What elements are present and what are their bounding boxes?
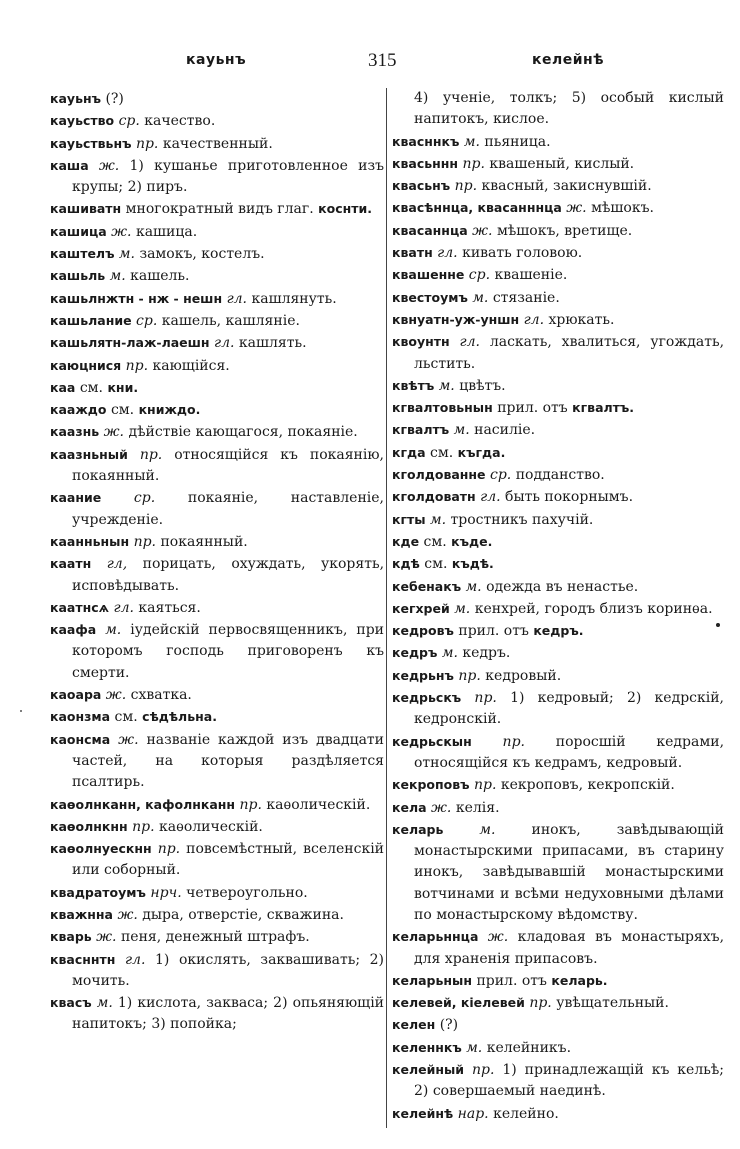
entry-headword: кде (392, 533, 420, 549)
entry-definition: качество. (144, 113, 216, 130)
entry-cross-reference: къде. (451, 533, 493, 549)
entry-definition: кашлянуть. (251, 290, 337, 307)
entry-grammar-label: пр. (473, 777, 497, 794)
entry-grammar-label: ж. (111, 223, 132, 240)
entry-definition: замокъ, костелъ. (139, 246, 265, 263)
entry-definition: повсемѣстный, вселенскій или соборный. (72, 841, 384, 879)
entry-cross-reference: къдѣ. (451, 556, 494, 572)
dictionary-entry (392, 419, 724, 441)
entry-definition: квашеніе. (494, 267, 568, 284)
entry-headword: каѳолнканн, кафолнканн (50, 796, 236, 812)
entry-cross-reference: кедръ. (533, 623, 584, 639)
entry-headword: каа (50, 379, 76, 395)
entry-definition: кедръ. (462, 645, 511, 662)
entry-grammar-label: ж. (487, 929, 509, 946)
entry-definition: кладовая въ монастыряхъ, для храненія припасовъ. (414, 929, 724, 967)
entry-grammar-label: м. (465, 578, 482, 595)
dictionary-entry (50, 531, 384, 553)
entry-definition: пьяница. (484, 133, 551, 150)
entry-grammar-label: м. (441, 645, 458, 662)
entry-headword: каѳолнуескнн (50, 841, 152, 857)
entry-definition: прил. отъ (458, 623, 529, 640)
dictionary-entry (50, 949, 384, 993)
entry-grammar-label: ср. (468, 267, 491, 284)
entry-headword: каание (50, 490, 102, 506)
entry-headword: кважнна (50, 906, 113, 922)
entry-definition: 1) кушанье приготовленное изъ крупы; 2) пиръ. (72, 157, 384, 196)
dictionary-entry (392, 576, 724, 598)
dictionary-entry (392, 819, 724, 926)
entry-definition: относящійся къ покаянію, покаянный. (72, 446, 384, 485)
dictionary-entry (392, 687, 724, 731)
entry-grammar-label: м. (466, 1039, 483, 1056)
dictionary-entry (392, 220, 724, 242)
entry-headword: каафа (50, 622, 97, 638)
entry-headword: кекроповъ (392, 777, 470, 793)
entry-definition: увѣщательный. (556, 995, 669, 1012)
dictionary-entry (392, 375, 724, 397)
entry-grammar-label: пр. (471, 1062, 495, 1079)
entry-definition: кашель. (130, 268, 190, 285)
entry-definition: 1) окислять, заквашивать; 2) мочить. (72, 951, 384, 989)
entry-definition: кашлять. (238, 335, 307, 352)
entry-definition: іудейскій первосвященникъ, при которомъ господь приговоренъ къ смерти. (72, 622, 384, 681)
entry-grammar-label: гл. (523, 311, 545, 328)
dictionary-entry (50, 597, 384, 619)
dictionary-entry (392, 1059, 724, 1103)
entry-headword: кела (392, 799, 427, 815)
entry-headword: квасннкъ (392, 133, 460, 149)
dictionary-entry (50, 838, 384, 882)
entry-definition: пеня, денежный штрафъ. (120, 929, 310, 946)
entry-grammar-label: гл. (437, 245, 458, 262)
dictionary-entry (50, 729, 384, 794)
entry-grammar-label: пр. (157, 841, 181, 858)
entry-headword: кашьль (50, 268, 106, 284)
dictionary-entry (50, 816, 384, 838)
entry-headword: кдѣ (392, 556, 420, 572)
entry-cross-reference: кгвалтъ. (572, 400, 635, 416)
entry-definition: квашеный, кислый. (489, 155, 635, 172)
entry-headword: кебенакъ (392, 578, 462, 594)
entry-headword: келевей, кіелевей (392, 995, 525, 1011)
dictionary-entry (50, 684, 384, 706)
entry-headword: квасьннн (392, 155, 459, 171)
entry-headword: каазнь (50, 424, 100, 440)
dictionary-entry (392, 175, 724, 197)
entry-headword: кашиватн (50, 201, 122, 217)
entry-definition: быть покорнымъ. (505, 489, 634, 506)
dictionary-entry (392, 926, 724, 970)
dictionary-entry (50, 926, 384, 948)
dictionary-entry (392, 531, 724, 553)
entry-grammar-label: пр. (133, 533, 156, 550)
entry-grammar-label: гл. (459, 334, 480, 351)
entry-definition: см. (424, 556, 448, 573)
entry-grammar-label: ж. (98, 157, 120, 174)
dictionary-entry (50, 198, 384, 220)
entry-headword: квасъ (50, 995, 92, 1011)
entry-grammar-label: ж. (96, 929, 117, 946)
dictionary-entry (392, 731, 724, 775)
dictionary-entry (392, 1014, 724, 1036)
entry-headword: кашьлятн-лаж-лаешн (50, 335, 210, 351)
entry-headword: квестоумъ (392, 289, 468, 305)
dictionary-entry (392, 598, 724, 620)
entry-definition: кивать головою. (462, 245, 583, 262)
dictionary-entry (392, 1037, 724, 1059)
entry-grammar-label: ж. (566, 200, 587, 217)
entry-headword: келейнѣ (392, 1105, 454, 1121)
entry-grammar-label: нрч. (150, 884, 182, 901)
entry-definition: хрюкать. (548, 311, 615, 328)
entry-headword: квасннтн (50, 951, 116, 967)
entry-headword: кватн (392, 245, 433, 261)
dictionary-entry (50, 332, 384, 354)
entry-definition: 1) кислота, закваса; 2) опьяняющій напитокъ; 3) попойка; (72, 995, 384, 1033)
entry-definition: кающійся. (152, 357, 230, 374)
entry-cross-reference: кни. (107, 379, 139, 395)
entry-grammar-label: м. (479, 821, 496, 838)
entry-definition: кенхрей, городъ близъ коринѳа. (474, 600, 713, 617)
entry-headword: каоара (50, 687, 102, 703)
dictionary-entry (392, 242, 724, 264)
entry-definition: дѣйствіе кающагося, покаяніе. (128, 424, 358, 441)
dictionary-entry (392, 287, 724, 309)
entry-headword: келарьнын (392, 972, 472, 988)
entry-headword: каша (50, 157, 89, 173)
dictionary-entry (392, 553, 724, 575)
entry-grammar-label: гл, (106, 556, 128, 573)
print-speck (716, 623, 720, 627)
entry-cross-reference: келарь. (551, 972, 608, 988)
entry-headword: келеннкъ (392, 1039, 462, 1055)
entry-definition: инокъ, завѣдывающій монастырскими припасами, въ старину инокъ, завѣдывавшій монастырскими вотчинами и всѣми недуховными дѣлами по монастырскому вѣдомству. (414, 821, 724, 923)
entry-definition: см. (114, 709, 138, 726)
entry-grammar-label: ж. (103, 424, 124, 441)
entry-definition: (?) (105, 91, 124, 107)
entry-headword: кедрьнъ (392, 667, 454, 683)
entry-grammar-label: пр. (132, 818, 155, 835)
entry-definition: тростникъ пахучій. (450, 511, 594, 528)
dictionary-entry (392, 197, 724, 219)
entry-grammar-label: м. (463, 133, 480, 150)
dictionary-entry (392, 486, 724, 508)
entry-definition: четвероугольно. (186, 884, 308, 901)
entry-cross-reference: къгда. (457, 444, 506, 460)
right-column (392, 88, 724, 1128)
entry-definition: порицать, охуждать, укорять, исповѣдывать. (72, 556, 384, 594)
print-speck (20, 710, 22, 712)
left-column (50, 88, 384, 1128)
entry-definition: каѳолическій. (159, 818, 263, 835)
dictionary-entry (50, 377, 384, 399)
entry-headword: кедрьскъ (392, 690, 462, 706)
entry-grammar-label: ср. (133, 490, 156, 507)
dictionary-entry (50, 553, 384, 597)
dictionary-entry (392, 970, 724, 992)
entry-definition: см. (430, 444, 454, 461)
dictionary-entry (392, 774, 724, 796)
entry-definition: покаяніе, наставленіе, учрежденіе. (72, 490, 384, 528)
dictionary-entry (392, 992, 724, 1014)
entry-headword: кашьлнжтн - нж - нешн (50, 290, 223, 306)
entry-headword: квасьнъ (392, 178, 451, 194)
entry-definition: келейно. (493, 1105, 559, 1122)
dictionary-entry (50, 904, 384, 926)
dictionary-entry (50, 243, 384, 265)
entry-definition: схватка. (130, 687, 192, 704)
entry-definition: многократный видъ глаг. (125, 201, 314, 218)
dictionary-entry (392, 620, 724, 642)
entry-cross-reference: сѣдѣльна. (142, 709, 217, 725)
entry-definition: келейникъ. (486, 1039, 572, 1056)
entry-definition: прил. отъ (476, 972, 547, 989)
dictionary-entry (392, 509, 724, 531)
entry-cross-reference: коснти. (318, 201, 372, 217)
entry-headword: келен (392, 1017, 436, 1033)
entry-headword: каонзма (50, 709, 111, 725)
dictionary-entry (50, 421, 384, 443)
dictionary-entry (392, 309, 724, 331)
entry-headword: квасѣннца, квасанннца (392, 200, 562, 216)
entry-headword: каатнсѧ (50, 599, 110, 615)
entry-grammar-label: пр. (502, 733, 525, 750)
entry-headword: квоунтн (392, 334, 450, 350)
entry-grammar-label: гл. (480, 489, 501, 506)
entry-definition: покаянный. (160, 533, 248, 550)
entry-grammar-label: пр. (139, 446, 163, 463)
entry-headword: келарь (392, 821, 444, 837)
entry-definition: поросшій кедрами, относящійся къ кедрамъ, кедровый. (414, 733, 724, 771)
dictionary-entry (392, 153, 724, 175)
entry-definition: келія. (455, 799, 500, 816)
entry-grammar-label: м. (454, 600, 471, 617)
entry-grammar-label: ж. (431, 799, 452, 816)
entry-definition: см. (423, 533, 447, 550)
entry-headword: кголдоватн (392, 489, 476, 505)
entry-grammar-label: ср. (490, 467, 512, 484)
entry-definition: мѣшокъ. (591, 200, 654, 217)
dictionary-entry (392, 88, 724, 131)
entry-definition: качественный. (162, 135, 273, 152)
entry-headword: каанньнын (50, 533, 130, 549)
entry-grammar-label: ср. (136, 312, 158, 329)
entry-definition: 1) кедровый; 2) кедрскій, кедронскій. (414, 690, 724, 728)
entry-headword: кедрьскын (392, 733, 472, 749)
entry-headword: квнуатн-уж-уншн (392, 311, 520, 327)
entry-definition: насиліе. (474, 422, 536, 439)
entry-definition: квасный, закиснувшій. (481, 178, 652, 195)
entry-headword: каатн (50, 556, 92, 572)
entry-headword: кашица (50, 223, 107, 239)
entry-grammar-label: ж. (118, 731, 139, 748)
dictionary-entry (50, 155, 384, 199)
entry-grammar-label: пр. (239, 796, 262, 813)
entry-grammar-label: пр. (125, 357, 149, 374)
dictionary-entry (50, 794, 384, 816)
entry-grammar-label: гл. (124, 951, 146, 968)
entry-definition: одежда въ ненастье. (486, 578, 639, 595)
dictionary-entry (392, 397, 724, 419)
entry-definition: см. (79, 379, 103, 396)
page-number: 315 (368, 50, 397, 71)
entry-headword: квасаннца (392, 222, 468, 238)
dictionary-entry (50, 706, 384, 728)
entry-definition: каѳолическій. (266, 796, 371, 813)
dictionary-entry (392, 264, 724, 286)
dictionary-entry (50, 619, 384, 684)
dictionary-entry (50, 88, 384, 110)
page-header (0, 52, 740, 76)
entry-headword: кегхрей (392, 600, 450, 616)
entry-headword: квадратоумъ (50, 884, 146, 900)
entry-grammar-label: м. (453, 422, 470, 439)
entry-headword: келейный (392, 1062, 465, 1078)
entry-definition: цвѣтъ. (459, 377, 506, 394)
entry-definition: кекроповъ, кекропскій. (500, 777, 675, 794)
entry-grammar-label: м. (109, 268, 126, 285)
dictionary-entry (392, 642, 724, 664)
dictionary-entry (392, 131, 724, 153)
column-divider (386, 88, 387, 1128)
entry-definition: дыра, отверстіе, скважина. (142, 906, 344, 923)
entry-headword: каѳолнкнн (50, 818, 128, 834)
dictionary-entry (50, 221, 384, 243)
dictionary-entry (50, 110, 384, 132)
entry-grammar-label: пр. (529, 995, 552, 1012)
dictionary-entry (392, 797, 724, 819)
entry-grammar-label: нар. (457, 1105, 489, 1122)
entry-grammar-label: пр. (458, 667, 481, 684)
entry-headword: кголдованне (392, 467, 486, 483)
entry-grammar-label: пр. (135, 135, 159, 152)
entry-grammar-label: гл. (113, 599, 134, 616)
entry-definition: каяться. (138, 599, 201, 616)
entry-headword: кгвалтъ (392, 422, 450, 438)
dictionary-entry (50, 487, 384, 531)
entry-headword: кедръ (392, 645, 438, 661)
entry-headword: каазньный (50, 446, 128, 462)
entry-headword: кауьствьнъ (50, 135, 132, 151)
entry-headword: кгда (392, 444, 426, 460)
entry-definition: 4) ученіе, толкъ; 5) особый кислый напитокъ, кислое. (414, 90, 724, 128)
dictionary-entry (50, 133, 384, 155)
entry-definition: кашица. (135, 223, 198, 240)
entry-grammar-label: м. (430, 511, 447, 528)
entry-grammar-label: ж. (472, 222, 493, 239)
entry-grammar-label: м. (105, 622, 122, 639)
dictionary-entry (50, 288, 384, 310)
entry-grammar-label: ср. (118, 113, 140, 130)
dictionary-entry (50, 265, 384, 287)
entry-definition: подданство. (515, 467, 605, 484)
entry-grammar-label: пр. (474, 690, 497, 707)
entry-grammar-label: пр. (462, 155, 485, 172)
entry-grammar-label: гл. (214, 335, 235, 352)
entry-definition: кедровый. (485, 667, 562, 684)
entry-headword: каштелъ (50, 246, 115, 262)
entry-cross-reference: книждо. (138, 402, 201, 418)
entry-headword: кгвалтовьнын (392, 400, 493, 416)
dictionary-entry (392, 1103, 724, 1125)
entry-headword: кварь (50, 929, 92, 945)
dictionary-entry (392, 665, 724, 687)
entry-headword: кашьлание (50, 312, 132, 328)
entry-headword: квѣтъ (392, 377, 435, 393)
dictionary-entry (50, 310, 384, 332)
dictionary-entry (50, 355, 384, 377)
entry-grammar-label: ж. (117, 906, 138, 923)
dictionary-entry (392, 464, 724, 486)
entry-definition: см. (110, 402, 135, 419)
entry-headword: кедровъ (392, 623, 454, 639)
entry-definition: мѣшокъ, вретище. (496, 222, 633, 239)
entry-grammar-label: пр. (454, 178, 478, 195)
entry-headword: келарьннца (392, 929, 479, 945)
entry-definition: кашель, кашляніе. (161, 312, 300, 329)
entry-definition: стязаніе. (492, 289, 560, 306)
entry-definition: ласкать, хвалиться, угождать, льстить. (414, 334, 724, 372)
entry-grammar-label: м. (438, 377, 455, 394)
dictionary-entry (50, 444, 384, 488)
entry-definition: названіе каждой изъ двадцати частей, на которыя раздѣляется псалтирь. (72, 731, 384, 791)
entry-grammar-label: м. (472, 289, 489, 306)
dictionary-entry (50, 399, 384, 421)
dictionary-entry (392, 442, 724, 464)
entry-grammar-label: м. (118, 246, 135, 263)
entry-headword: каонсма (50, 731, 111, 747)
dictionary-entry (392, 331, 724, 375)
entry-grammar-label: гл. (226, 290, 248, 307)
left-running-headword: кауьнъ (186, 52, 247, 68)
entry-definition: 1) принадлежащій къ кельѣ; 2) совершаемый наединѣ. (414, 1062, 724, 1100)
entry-definition: (?) (439, 1017, 459, 1034)
entry-grammar-label: ж. (105, 687, 127, 704)
entry-headword: квашенне (392, 267, 465, 283)
right-running-headword: келейнѣ (532, 52, 605, 68)
entry-grammar-label: м. (96, 995, 113, 1012)
entry-headword: каюцнися (50, 357, 122, 373)
entry-headword: кгты (392, 511, 426, 527)
entry-headword: кауьство (50, 113, 115, 129)
dictionary-entry (50, 882, 384, 904)
entry-definition: прил. отъ (497, 400, 568, 417)
entry-headword: кааждо (50, 402, 107, 418)
entry-headword: кауьнъ (50, 91, 102, 106)
dictionary-entry (50, 992, 384, 1036)
